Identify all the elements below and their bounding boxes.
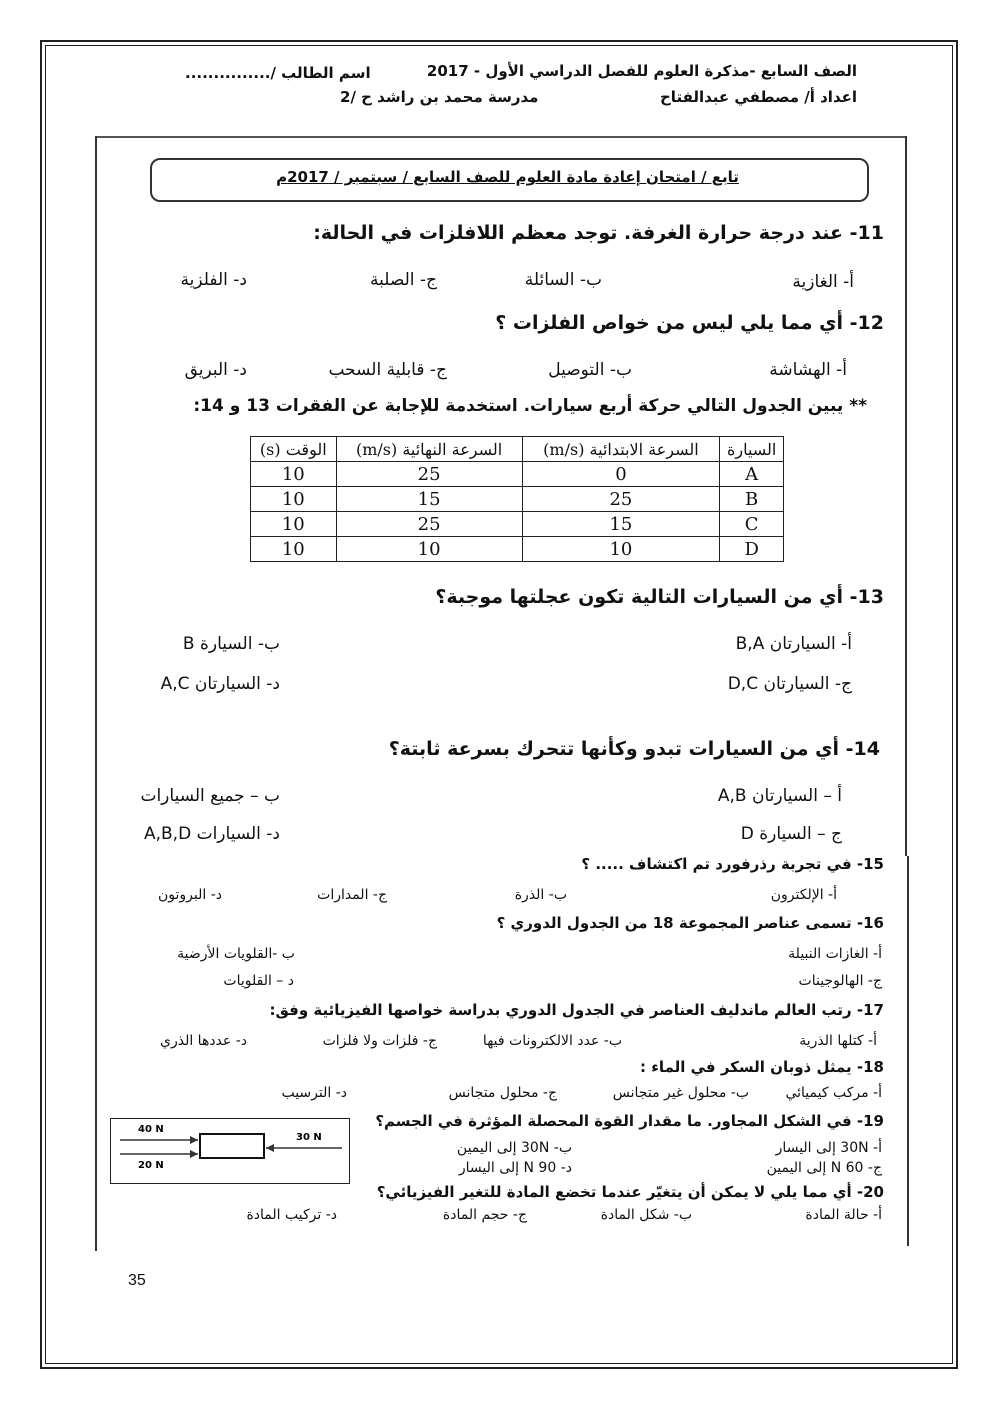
q16-option-c: ج- الهالوجينات	[798, 973, 882, 989]
q11-option-a: أ- الغازية	[792, 272, 854, 292]
question-19: 19- في الشكل المجاور. ما مقدار القوة المحصلة المؤثرة في الجسم؟	[375, 1112, 884, 1130]
force-label-20n: 20 N	[138, 1160, 164, 1171]
cars-motion-table	[250, 436, 784, 562]
q12-option-d: د- البريق	[184, 360, 247, 380]
q13-option-d: د- السيارتان A,C	[160, 674, 280, 694]
q16-option-a: أ- الغازات النبيلة	[788, 946, 882, 962]
q14-option-d: د- السيارات A,B,D	[143, 824, 280, 844]
q18-option-d: د- الترسيب	[281, 1085, 347, 1101]
q18-option-b: ب- محلول غير متجانس	[612, 1085, 749, 1101]
q13-option-a: أ- السيارتان B,A	[735, 634, 852, 654]
q20-option-b: ب- شكل المادة	[600, 1207, 692, 1223]
q19-option-a: أ- 30N إلى اليسار	[775, 1140, 882, 1156]
scan-right-edge-lower	[907, 856, 909, 1246]
table-cell: 25	[336, 512, 522, 537]
table-cell: 10	[522, 537, 720, 562]
q14-option-c: ج – السيارة D	[740, 824, 842, 844]
table-cell: 15	[522, 512, 720, 537]
q13-option-c: ج- السيارتان D,C	[727, 674, 852, 694]
table-header-car: السيارة	[720, 437, 784, 462]
q11-option-d: د- الفلزية	[180, 270, 247, 290]
table-header-initial-speed: السرعة الابتدائية (m/s)	[522, 437, 720, 462]
q12-option-a: أ- الهشاشة	[769, 360, 847, 380]
q14-option-a: أ – السيارتان A,B	[717, 786, 842, 806]
table-header-row	[251, 437, 784, 462]
q11-option-b: ب- السائلة	[524, 270, 602, 290]
scan-right-edge	[905, 136, 907, 856]
table-cell: B	[720, 487, 784, 512]
scan-top-edge	[95, 136, 907, 138]
q11-option-c: ج- الصلبة	[369, 270, 437, 290]
question-18: 18- يمثل ذوبان السكر في الماء :	[640, 1058, 884, 1076]
q15-option-d: د- البروتون	[157, 887, 222, 903]
table-cell: 15	[336, 487, 522, 512]
table-header-time: الوقت (s)	[251, 437, 337, 462]
q17-option-b: ب- عدد الالكترونات فيها	[482, 1033, 622, 1049]
table-cell: 25	[522, 487, 720, 512]
q18-option-a: أ- مركب كيميائي	[785, 1085, 882, 1101]
q17-option-a: أ- كتلها الذرية	[799, 1033, 877, 1049]
q20-option-a: أ- حالة المادة	[805, 1207, 882, 1223]
header-grade-note: الصف السابع -مذكرة العلوم للفصل الدراسي الأول - 2017	[426, 62, 857, 80]
q15-option-c: ج- المدارات	[317, 887, 387, 903]
force-arrowhead-30n	[266, 1144, 274, 1152]
question-13: 13- أي من السيارات التالية تكون عجلتها موجبة؟	[435, 586, 884, 608]
force-label-40n: 40 N	[138, 1124, 164, 1135]
q14-option-b: ب – جميع السيارات	[140, 786, 280, 806]
table-cell: 25	[336, 462, 522, 487]
header-school: مدرسة محمد بن راشد ح /2	[340, 88, 539, 106]
question-16: 16- تسمى عناصر المجموعة 18 من الجدول الدوري ؟	[496, 914, 884, 932]
table-row	[251, 462, 784, 487]
student-name-field: اسم الطالب /...............	[185, 64, 371, 82]
q19-option-c: ج- 60 N إلى اليمين	[766, 1160, 882, 1176]
q16-option-b: ب -القلويات الأرضية	[177, 946, 295, 962]
table-cell: 10	[251, 537, 337, 562]
table-cell: 10	[251, 462, 337, 487]
header-author: اعداد أ/ مصطفي عبدالفتاح	[660, 88, 857, 106]
q12-option-b: ب- التوصيل	[548, 360, 632, 380]
table-cell: C	[720, 512, 784, 537]
table-row	[251, 512, 784, 537]
table-cell: 10	[251, 512, 337, 537]
q13-option-b: ب- السيارة B	[182, 634, 280, 654]
table-cell: D	[720, 537, 784, 562]
table-intro: ** يبين الجدول التالي حركة أربع سيارات. استخدمة للإجابة عن الفقرات 13 و 14:	[193, 396, 867, 416]
question-17: 17- رتب العالم ماندليف العناصر في الجدول الدوري بدراسة خواصها الفيزيائية وفق:	[269, 1001, 884, 1019]
force-arrowhead-20n	[190, 1150, 198, 1158]
question-20: 20- أي مما يلي لا يمكن أن يتغيّر عندما تخضع المادة للتغير الفيزيائي؟	[376, 1183, 884, 1201]
question-12: 12- أي مما يلي ليس من خواص الفلزات ؟	[495, 312, 884, 334]
question-15: 15- في تجربة رذرفورد تم اكتشاف ..... ؟	[581, 855, 884, 873]
question-11: 11- عند درجة حرارة الغرفة. توجد معظم اللافلزات في الحالة:	[313, 222, 884, 244]
header-year: 2017	[426, 62, 469, 80]
q12-option-c: ج- قابلية السحب	[328, 360, 447, 380]
q16-option-d: د – القلويات	[223, 973, 294, 989]
q20-option-d: د- تركيب المادة	[246, 1207, 337, 1223]
table-row	[251, 537, 784, 562]
q15-option-b: ب- الذرة	[514, 887, 567, 903]
q17-option-d: د- عددها الذري	[160, 1033, 247, 1049]
page-number: 35	[128, 1272, 146, 1289]
table-row	[251, 487, 784, 512]
table-header-final-speed: السرعة النهائية (m/s)	[336, 437, 522, 462]
scan-left-edge	[95, 136, 97, 1251]
question-14: 14- أي من السيارات تبدو وكأنها تتحرك بسرعة ثابتة؟	[388, 738, 880, 760]
force-diagram	[110, 1118, 350, 1184]
q20-option-c: ج- حجم المادة	[442, 1207, 527, 1223]
table-cell: 0	[522, 462, 720, 487]
q17-option-c: ج- فلزات ولا فلزات	[322, 1033, 437, 1049]
q15-option-a: أ- الإلكترون	[770, 887, 837, 903]
table-cell: 10	[336, 537, 522, 562]
body-block	[200, 1134, 264, 1158]
exam-title: تابع / امتحان إعادة مادة العلوم للصف السابع / سبتمبر / 2017م	[276, 168, 739, 186]
table-cell: A	[720, 462, 784, 487]
q18-option-c: ج- محلول متجانس	[448, 1085, 557, 1101]
table-cell: 10	[251, 487, 337, 512]
force-label-30n: 30 N	[296, 1132, 322, 1143]
force-arrowhead-40n	[190, 1136, 198, 1144]
q19-option-d: د- 90 N إلى اليسار	[458, 1160, 572, 1176]
q19-option-b: ب- 30N إلى اليمين	[456, 1140, 572, 1156]
